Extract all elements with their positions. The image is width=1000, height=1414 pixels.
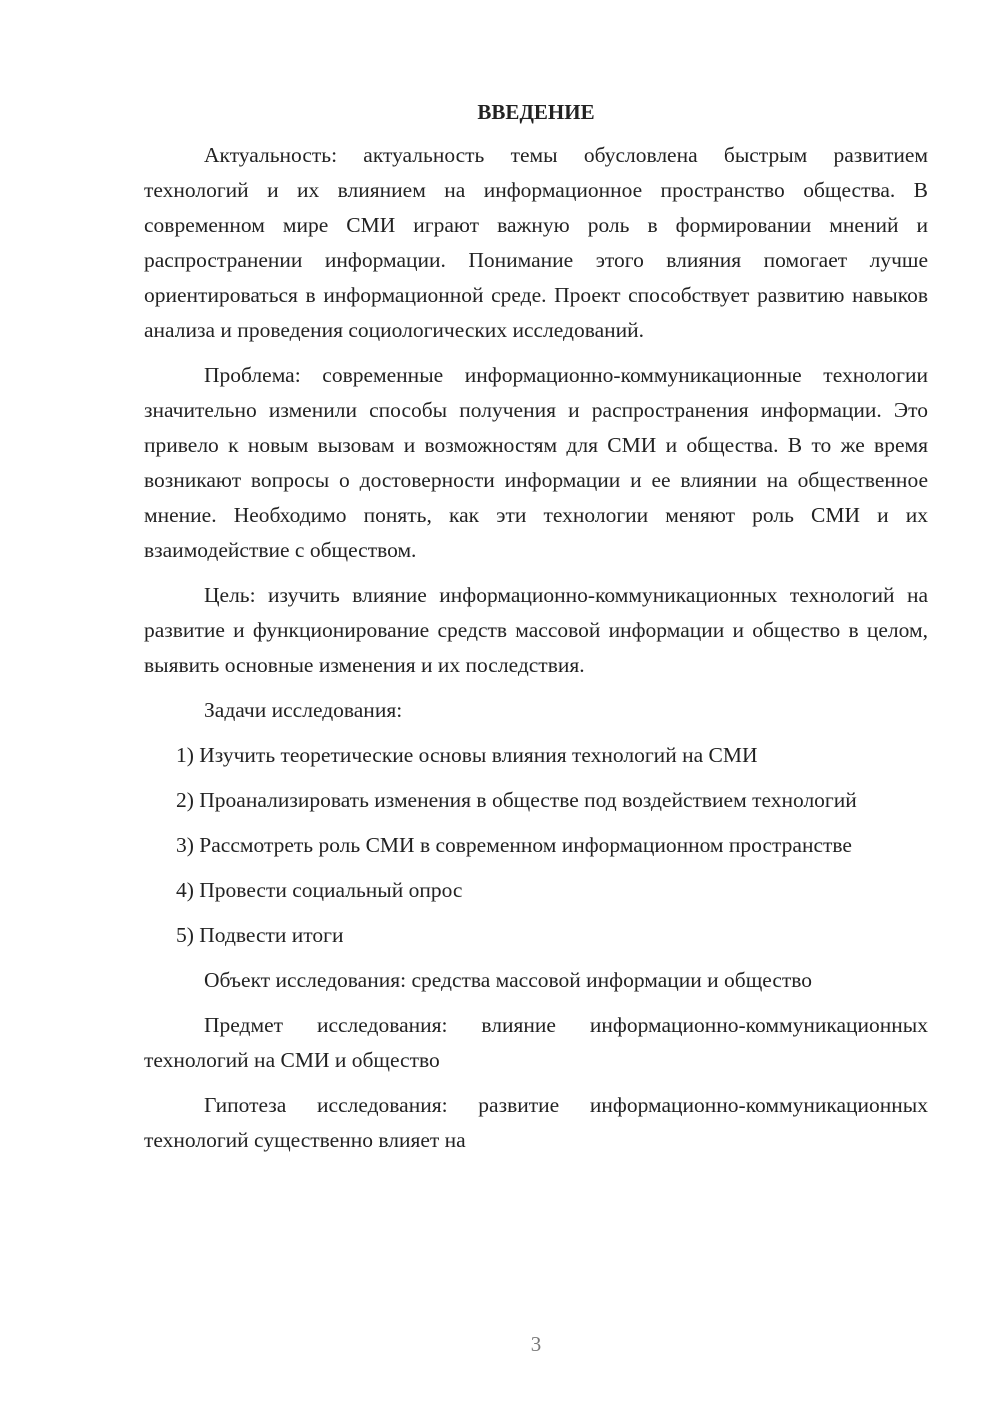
task-item-4: 4) Провести социальный опрос bbox=[176, 878, 463, 902]
paragraph-relevance: Актуальность: актуальность темы обусловлена быстрым развитием технологий и их влиянием на информационное пространство общества. В современном мире СМИ играют важную роль в формировании мнений и распространении информации. Понимание этого влияния помогает лучше ориентироваться в информационной среде. Проект способствует развитию навыков анализа и проведения социологических исследований. bbox=[144, 143, 928, 342]
tasks-heading: Задачи исследования: bbox=[204, 698, 403, 722]
paragraph-problem: Проблема: современные информационно-коммуникационные технологии значительно изменили способы получения и распространения информации. Это привело к новым вызовам и возможностям для СМИ и общества. В то же время возникают вопросы о достоверности информации и ее влиянии на общественное мнение. Необходимо понять, как эти технологии меняют роль СМИ и их взаимодействие с обществом. bbox=[144, 363, 928, 562]
paragraph-subject: Предмет исследования: влияние информационно-коммуникационных технологий на СМИ и общество bbox=[144, 1013, 928, 1072]
paragraph-object: Объект исследования: средства массовой информации и общество bbox=[204, 968, 813, 992]
task-item-5: 5) Подвести итоги bbox=[176, 923, 344, 947]
page-number: 3 bbox=[530, 1332, 542, 1356]
task-item-3: 3) Рассмотреть роль СМИ в современном информационном пространстве bbox=[176, 833, 852, 857]
paragraph-goal: Цель: изучить влияние информационно-коммуникационных технологий на развитие и функционирование средств массовой информации и общество в целом, выявить основные изменения и их последствия. bbox=[144, 583, 928, 677]
paragraph-hypothesis: Гипотеза исследования: развитие информационно-коммуникационных технологий существенно влияет на bbox=[144, 1093, 928, 1152]
page-title: ВВЕДЕНИЕ bbox=[477, 100, 595, 124]
page-content bbox=[144, 96, 928, 1168]
task-item-2: 2) Проанализировать изменения в обществе под воздействием технологий bbox=[176, 788, 857, 812]
task-item-1: 1) Изучить теоретические основы влияния технологий на СМИ bbox=[176, 743, 758, 767]
